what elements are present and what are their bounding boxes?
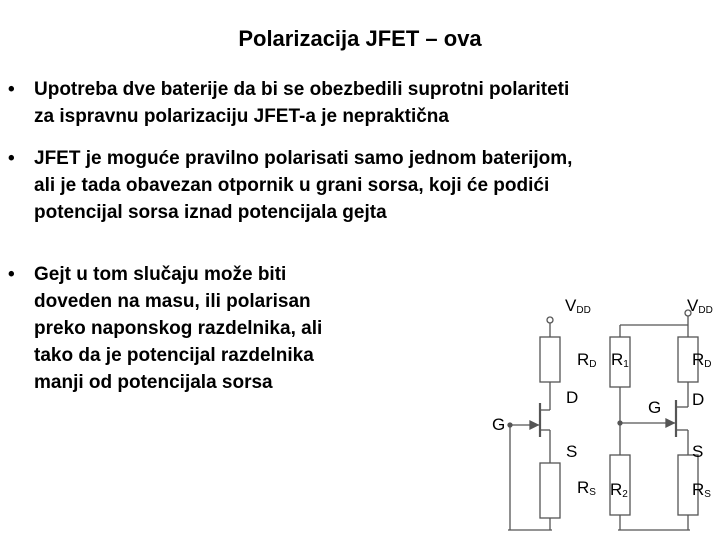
vdd-label-1: VDD (565, 296, 591, 316)
vdd-label-2: VDD (687, 296, 713, 316)
jfet-bias-circuits-diagram (470, 285, 720, 540)
bullet-3-line-4: tako da je potencijal razdelnika (34, 345, 314, 366)
bullet-3-line-2: doveden na masu, ili polarisan (34, 291, 311, 312)
r2-label: R2 (610, 480, 628, 500)
gate-label-1: G (492, 415, 506, 434)
bullet-1-line-2: za ispravnu polarizaciju JFET-a je nepraktična (34, 106, 449, 127)
rs-label-1: RS (577, 478, 596, 498)
bullet-3-line-3: preko naponskog razdelnika, ali (34, 318, 323, 339)
bullet-1-line-1: Upotreba dve baterije da bi se obezbedili suprotni polariteti (34, 79, 570, 100)
drain-label-2: D (692, 390, 705, 409)
vdd-terminal-1 (547, 317, 553, 323)
rd-label-2: RD (692, 350, 712, 370)
r1-label: R1 (611, 350, 629, 370)
bullet-3-line-1: Gejt u tom slučaju može biti (34, 264, 287, 285)
source-label-1: S (566, 442, 578, 461)
bullet-2-line-3: potencijal sorsa iznad potencijala gejta (34, 202, 387, 223)
bullet-marker: • (8, 148, 15, 169)
bullet-2-line-2: ali je tada obavezan otpornik u grani sorsa, koji će podići (34, 175, 550, 196)
drain-label-1: D (566, 388, 579, 407)
gate-arrow-2 (666, 419, 674, 427)
resistor-rd-1 (540, 337, 560, 382)
resistor-rs-1 (540, 463, 560, 518)
rs-label-2: RS (692, 480, 711, 500)
bullet-marker: • (8, 264, 15, 285)
slide-title: Polarizacija JFET – ova (238, 26, 482, 51)
rd-label-1: RD (577, 350, 597, 370)
bullet-2-line-1: JFET je moguće pravilno polarisati samo jednom baterijom, (34, 148, 573, 169)
source-label-2: S (692, 442, 704, 461)
bullet-marker: • (8, 79, 15, 100)
gate-label-2: G (648, 398, 662, 417)
gate-arrow-1 (530, 421, 538, 429)
bullet-3-line-5: manji od potencijala sorsa (34, 372, 273, 393)
